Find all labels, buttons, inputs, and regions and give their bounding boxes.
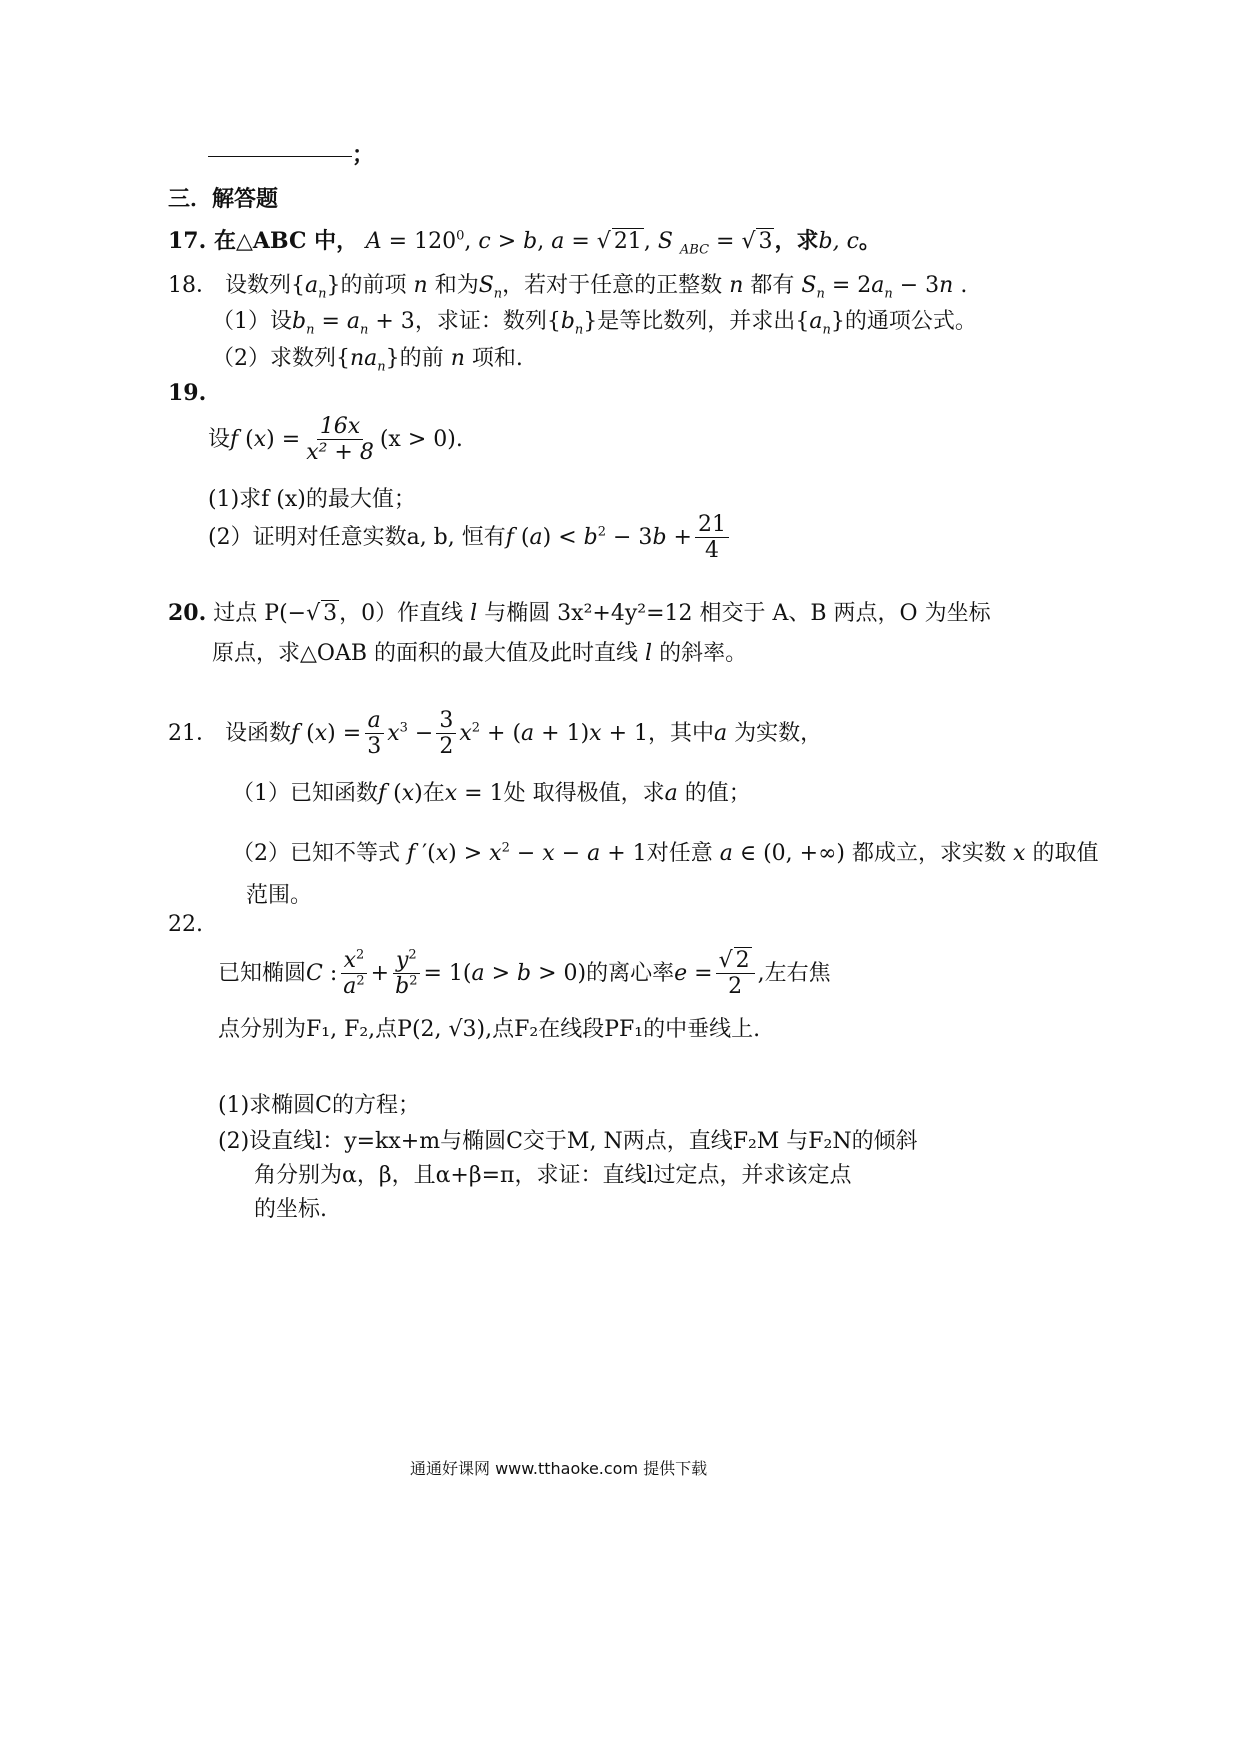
problem-22-line2: 点分别为F₁, F₂,点P(2, √3),点F₂在线段PF₁的中垂线上. [218,1017,761,1042]
problem-19-definition: 设f (x) = $\frac{16x}{\text{x² + 8}}$ (x > 0). [208,414,463,466]
problem-number: 18． [168,273,218,298]
problem-19-part2: (2）证明对任意实数a, b, 恒有f $(a) < b^2 - 3b$ + $\frac{21}{4}$ [208,512,732,564]
answer-blank-suffix: ； [352,142,375,168]
problem-text: 在△ABC 中， [213,228,359,254]
formula: $A = 120^0$, c > b, a = √ 21, S $_{ABC}$ = √ 3 [365,228,773,258]
problem-21-line1: 21． 设函数f (x) = $\frac{a}{3}$ $x^3$ − $\frac{3}{2}$ $x^2 + (a + 1)x + 1$，其中a 为实数， [168,708,823,760]
problem-17: 17. 在△ABC 中， $A = 120^0$, c > b, a = √ 21, S $_{ABC}$ = √ 3，求b, c。 [168,228,881,258]
problem-number: 22. [168,912,203,937]
problem-18-line1: 18． 设数列$\{a_n\}$的前项 n 和为$S_n$，若对于任意的正整数 n 都有 $S_n = 2a_n - 3n$ . [168,273,968,302]
problem-18-part2: （2）求数列$\{na_n\}$的前 n 项和. [212,346,523,375]
problem-21-part2-cont: 范围。 [246,883,313,908]
problem-22-part1: (1)求椭圆C的方程； [218,1093,420,1118]
section-title: 三．解答题 [168,186,279,212]
problem-22-part2-line1: (2)设直线l：y=kx+m与椭圆C交于M, N两点，直线F₂M 与F₂N的倾斜 [218,1129,918,1154]
problem-22-part2-line2: 角分别为α，β，且α+β=π，求证：直线l过定点，并求该定点 [254,1163,852,1188]
problem-22-line1: 已知椭圆C : $\frac{x^2}{a^2}$ + $\frac{y^2}{b^2}$ = 1(a > b > 0)的离心率e = $\frac{√ 2}{2}$ ,左右焦 [218,947,831,1000]
problem-20-line2: 原点，求△OAB 的面积的最大值及此时直线 l 的斜率。 [212,641,748,666]
page-footer: 通通好课网 www.tthaoke.com 提供下载 [410,1459,708,1478]
problem-number: 21． [168,720,218,746]
problem-18-part1: （1）设$b_n = a_n + 3$，求证：数列$\{b_n\}$是等比数列，并求出$\{a_n\}$的通项公式。 [212,309,977,338]
problem-21-part2: （2）已知不等式 f $'(x) > x^2 - x - a + 1$对任意 a ∈ (0, +∞) 都成立，求实数 x 的取值 [232,840,1099,866]
answer-blank-line [208,138,352,157]
problem-number: 19. [168,380,207,406]
problem-number: 17. [168,228,207,254]
fraction: $\frac{16x}{\text{x² + 8}}$ [306,414,374,466]
fraction: $\frac{21}{4}$ [695,512,729,564]
problem-20-line1: 20. 过点 P(−√ 3，0）作直线 l 与椭圆 3x²+4y²=12 相交于 A、B 两点，O 为坐标 [168,600,991,626]
problem-19-part1: (1)求f (x)的最大值； [208,487,416,512]
problem-21-part1: （1）已知函数f (x)在x = 1处 取得极值，求a 的值； [232,781,751,806]
problem-number: 20. [168,600,207,626]
problem-22-part2-line3: 的坐标. [254,1197,327,1222]
